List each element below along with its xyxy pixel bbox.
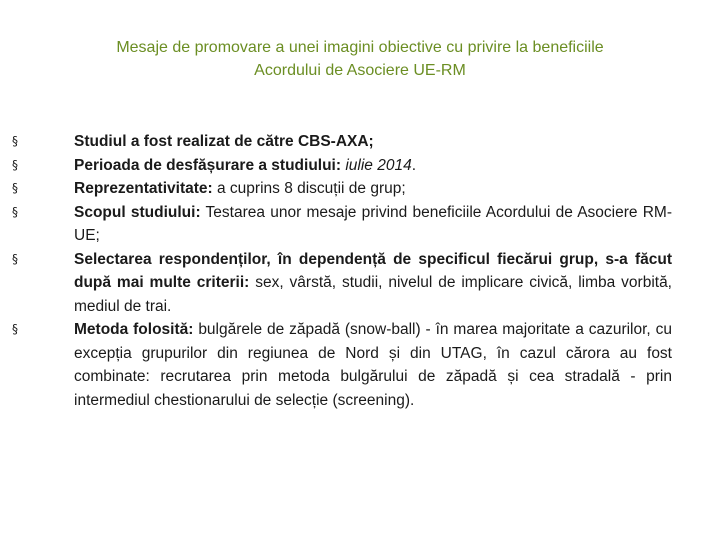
bullet-icon: §: [12, 322, 18, 336]
bullet-icon: §: [12, 157, 18, 172]
bullet-text: Testarea unor mesaje privind beneficiile Acordului de Asociere RM-UE;: [74, 203, 672, 244]
bullet-item: [12, 177, 672, 201]
bullet-label: Scopul studiului:: [74, 203, 201, 221]
slide-title-line-2: Acordului de Asociere UE-RM: [254, 62, 466, 79]
bullet-label: Perioada de desfășurare a studiului:: [74, 156, 342, 174]
bullet-text: .: [411, 156, 417, 174]
bullet-item: [12, 201, 672, 248]
bullet-label: Metoda folosită:: [74, 321, 194, 338]
bullet-item: [12, 130, 672, 154]
slide-title-line-1: Mesaje de promovare a unei imagini obiective cu privire la beneficiile: [116, 39, 604, 56]
bullet-item: [12, 154, 672, 178]
bullet-text: bulgărele de zăpadă (snow-ball) - în marea majoritate a cazurilor, cu excepția grupurilor din regiunea de Nord și din UTAG, în cazul cărora au fost combinate: recrutarea prin metoda bulgărului de zăpadă și cea stradală - prin intermediul chestionarului de selecție (screening).: [74, 321, 672, 409]
bullet-label: Selectarea respondenților, în dependență de specificul fiecărui grup, s-a făcut după mai multe criterii:: [74, 250, 672, 291]
bullet-list: [12, 130, 672, 412]
bullet-label: Studiul a fost realizat de către CBS-AXA;: [74, 133, 374, 150]
bullet-icon: §: [12, 251, 18, 266]
bullet-icon: §: [12, 204, 18, 219]
bullet-italic-text: iulie 2014: [341, 156, 412, 174]
bullet-item: [12, 248, 672, 319]
bullet-text: a cuprins 8 discuții de grup;: [212, 180, 406, 197]
slide-title: [40, 36, 680, 82]
bullet-icon: §: [12, 181, 18, 195]
bullet-item: [12, 318, 672, 412]
bullet-label: Reprezentativitate:: [74, 180, 213, 197]
bullet-text: sex, vârstă, studii, nivelul de implicare civică, limba vorbită, mediul de trai.: [74, 274, 672, 315]
bullet-icon: §: [12, 134, 18, 148]
